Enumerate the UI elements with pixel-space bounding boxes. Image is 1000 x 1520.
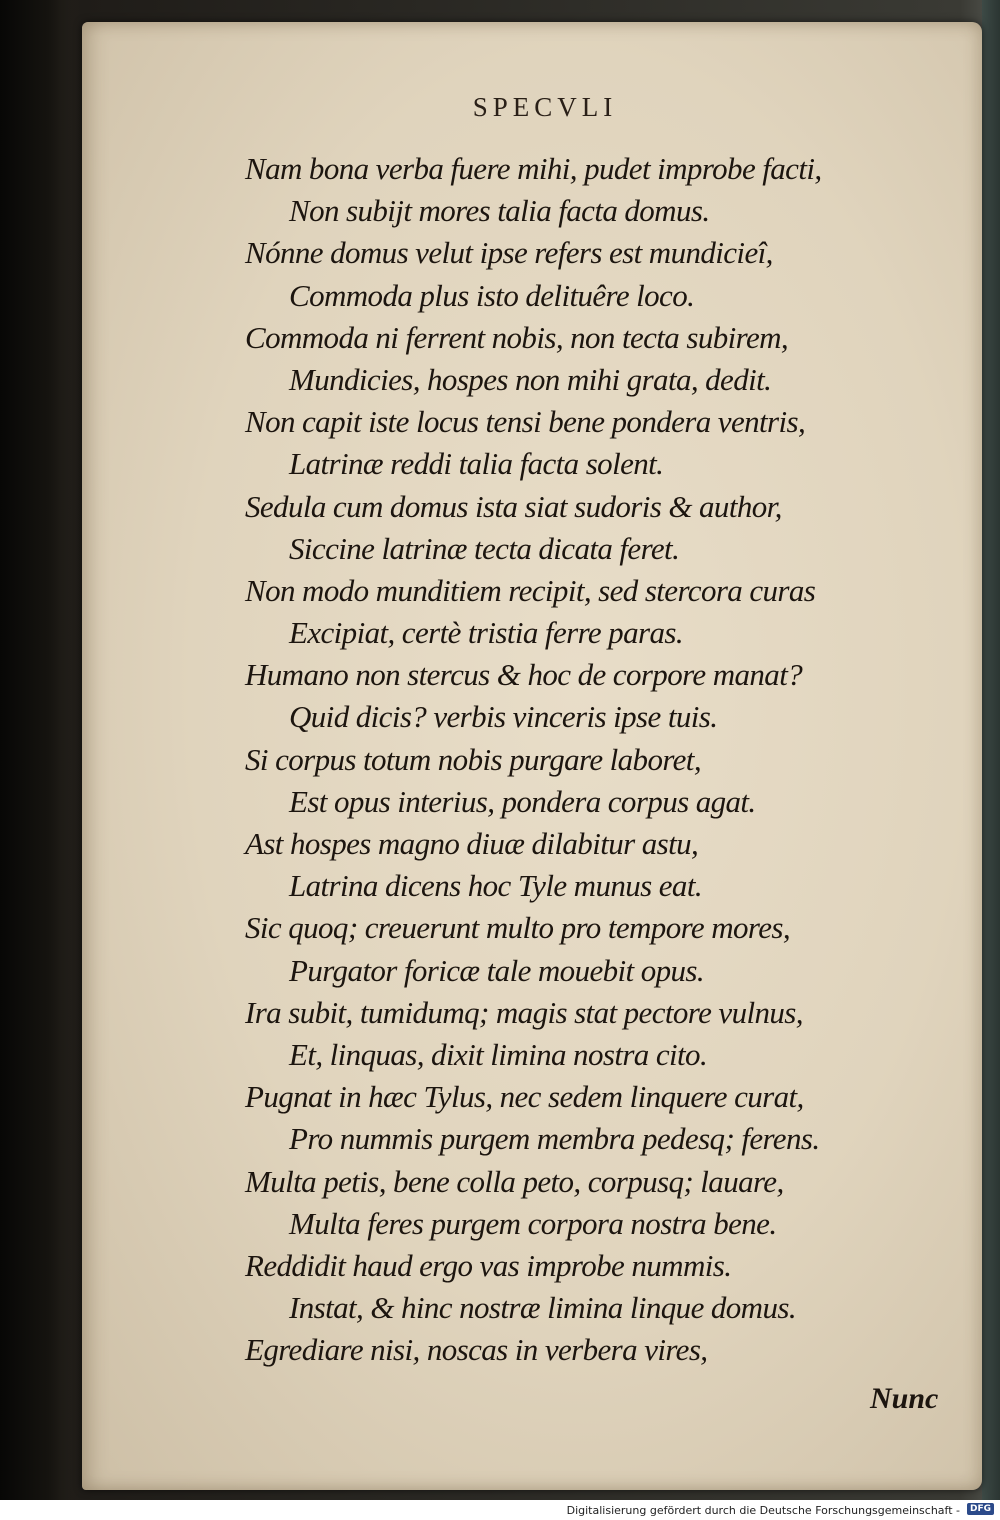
verse-line: Quid dicis? verbis vinceris ipse tuis.: [289, 699, 718, 735]
verse-line: Multa feres purgem corpora nostra bene.: [289, 1205, 777, 1241]
verse-line: Excipiat, certè tristia ferre paras.: [289, 615, 683, 651]
verse-line: Pro nummis purgem membra pedesq; ferens.: [289, 1121, 820, 1157]
dfg-logo: DFG: [967, 1503, 994, 1515]
verse-line: Et, linquas, dixit limina nostra cito.: [289, 1036, 708, 1072]
verse-line: Non modo munditiem recipit, sed stercora curas: [245, 572, 816, 608]
verse-line: Nónne domus velut ipse refers est mundicieî,: [245, 235, 773, 271]
verse-line: Est opus interius, pondera corpus agat.: [289, 783, 756, 819]
verse-line: Instat, & hinc nostræ limina linque domus.: [289, 1290, 796, 1326]
verse-line: Siccine latrinæ tecta dicata feret.: [289, 530, 680, 566]
verse-line: Non capit iste locus tensi bene pondera ventris,: [245, 404, 806, 440]
verse-line: Ira subit, tumidumq; magis stat pectore vulnus,: [245, 994, 803, 1030]
verse-line: Si corpus totum nobis purgare laboret,: [245, 741, 701, 777]
verse-line: Commoda plus isto delituêre loco.: [289, 277, 695, 313]
book-cover-edge: [982, 0, 1000, 1500]
book-spine-shadow: [0, 0, 80, 1500]
verse-line: Humano non stercus & hoc de corpore manat?: [245, 657, 803, 693]
catchword: Nunc: [870, 1382, 939, 1415]
verse-line: Sedula cum domus ista siat sudoris & author,: [245, 488, 782, 524]
verse-line: Latrina dicens hoc Tyle munus eat.: [289, 868, 702, 904]
verse-line: Mundicies, hospes non mihi grata, dedit.: [289, 361, 772, 397]
verse-line: Latrinæ reddi talia facta solent.: [289, 446, 664, 482]
verse-line: Nam bona verba fuere mihi, pudet improbe facti,: [245, 151, 822, 186]
verse-line: Purgator foricæ tale mouebit opus.: [289, 952, 705, 988]
footer-credit: Digitalisierung gefördert durch die Deutsche Forschungsgemeinschaft -: [566, 1504, 960, 1517]
running-head: SPECVLI: [472, 92, 618, 122]
verse-line: Multa petis, bene colla peto, corpusq; lauare,: [245, 1163, 784, 1199]
verse-line: Ast hospes magno diuæ dilabitur astu,: [245, 826, 699, 861]
verse-line: Non subijt mores talia facta domus.: [289, 193, 710, 229]
digitization-footer: [0, 1500, 1000, 1520]
verse-line: Sic quoq; creuerunt multo pro tempore mores,: [245, 910, 790, 946]
poem-text: [245, 148, 945, 1371]
verse-line: Egrediare nisi, noscas in verbera vires,: [245, 1332, 708, 1368]
verse-line: Pugnat in hæc Tylus, nec sedem linquere curat,: [245, 1079, 804, 1115]
verse-line: Commoda ni ferrent nobis, non tecta subirem,: [245, 319, 789, 355]
verse-line: Reddidit haud ergo vas improbe nummis.: [245, 1247, 732, 1283]
